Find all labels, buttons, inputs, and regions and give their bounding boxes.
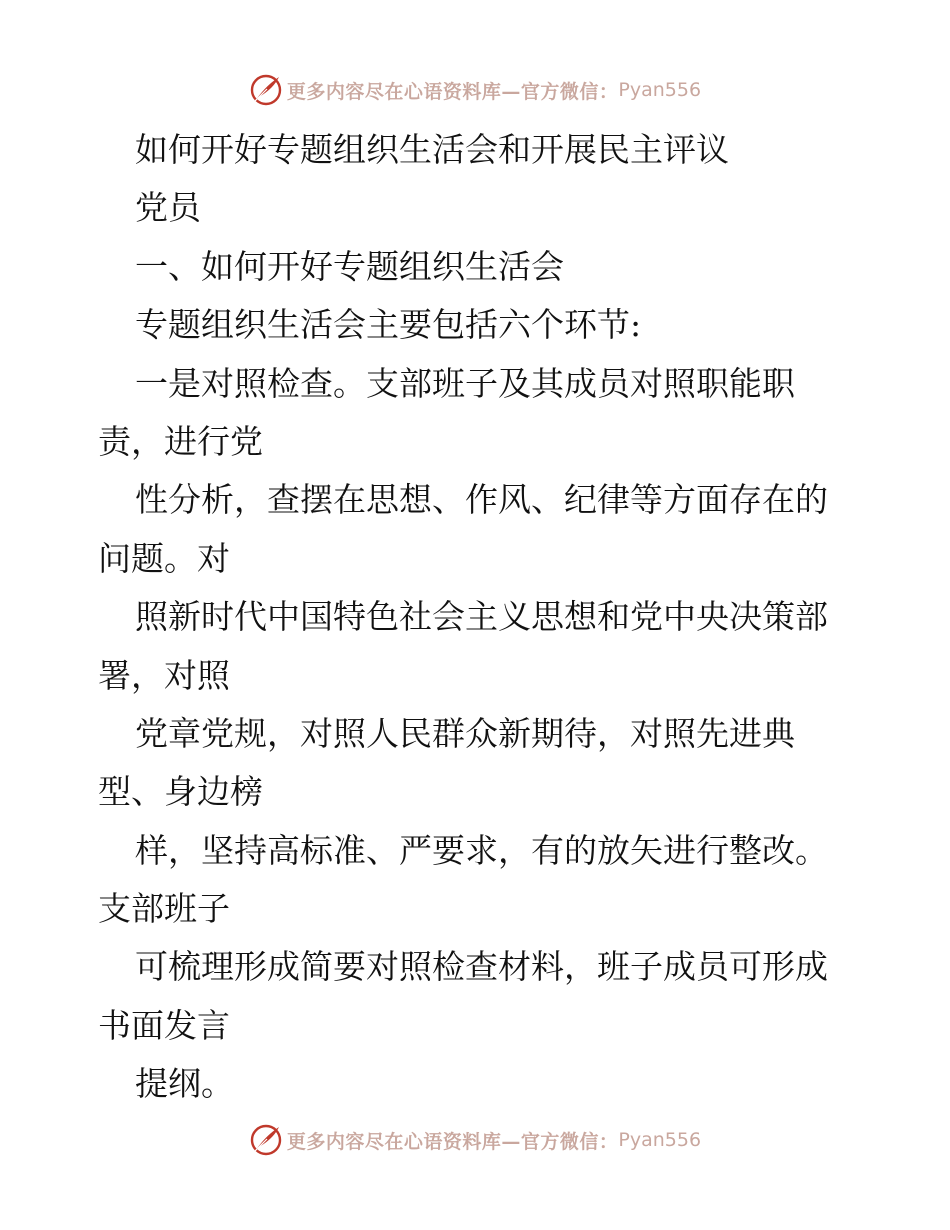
- text-line: 党员: [135, 188, 201, 228]
- text-line: 型、身边榜: [98, 772, 263, 812]
- document-body: [98, 121, 858, 1114]
- text-line: 专题组织生活会主要包括六个环节:: [135, 305, 642, 345]
- text-line: 性分析，查摆在思想、作风、纪律等方面存在的: [135, 480, 828, 520]
- text-line: 党章党规，对照人民群众新期待，对照先进典: [135, 713, 795, 753]
- text-line: 一是对照检查。支部班子及其成员对照职能职: [135, 363, 795, 403]
- feather-pen-logo-icon: [249, 1123, 283, 1157]
- footer-watermark-banner: [0, 1120, 950, 1160]
- text-line: 支部班子: [98, 889, 230, 929]
- text-line: 署，对照: [98, 655, 230, 695]
- watermark-wechat-id: Pyan556: [618, 1129, 702, 1151]
- text-line: 如何开好专题组织生活会和开展民主评议: [135, 130, 729, 169]
- watermark-text: 更多内容尽在心语资料库—官方微信：: [286, 80, 619, 103]
- text-line: 样，坚持高标准、严要求，有的放矢进行整改。: [135, 830, 828, 870]
- text-line: 提纲。: [135, 1064, 234, 1104]
- text-line: 问题。对: [98, 538, 230, 578]
- text-line: 责，进行党: [98, 421, 263, 461]
- watermark-wechat-id: Pyan556: [618, 79, 702, 101]
- watermark-text: 更多内容尽在心语资料库—官方微信：: [286, 1130, 619, 1153]
- text-line: 照新时代中国特色社会主义思想和党中央决策部: [135, 597, 828, 637]
- header-watermark-banner: [0, 70, 950, 110]
- text-line: 书面发言: [98, 1005, 230, 1045]
- text-line: 一、如何开好专题组织生活会: [135, 246, 564, 286]
- text-line: 可梳理形成简要对照检查材料，班子成员可形成: [135, 947, 828, 987]
- feather-pen-logo-icon: [249, 73, 283, 107]
